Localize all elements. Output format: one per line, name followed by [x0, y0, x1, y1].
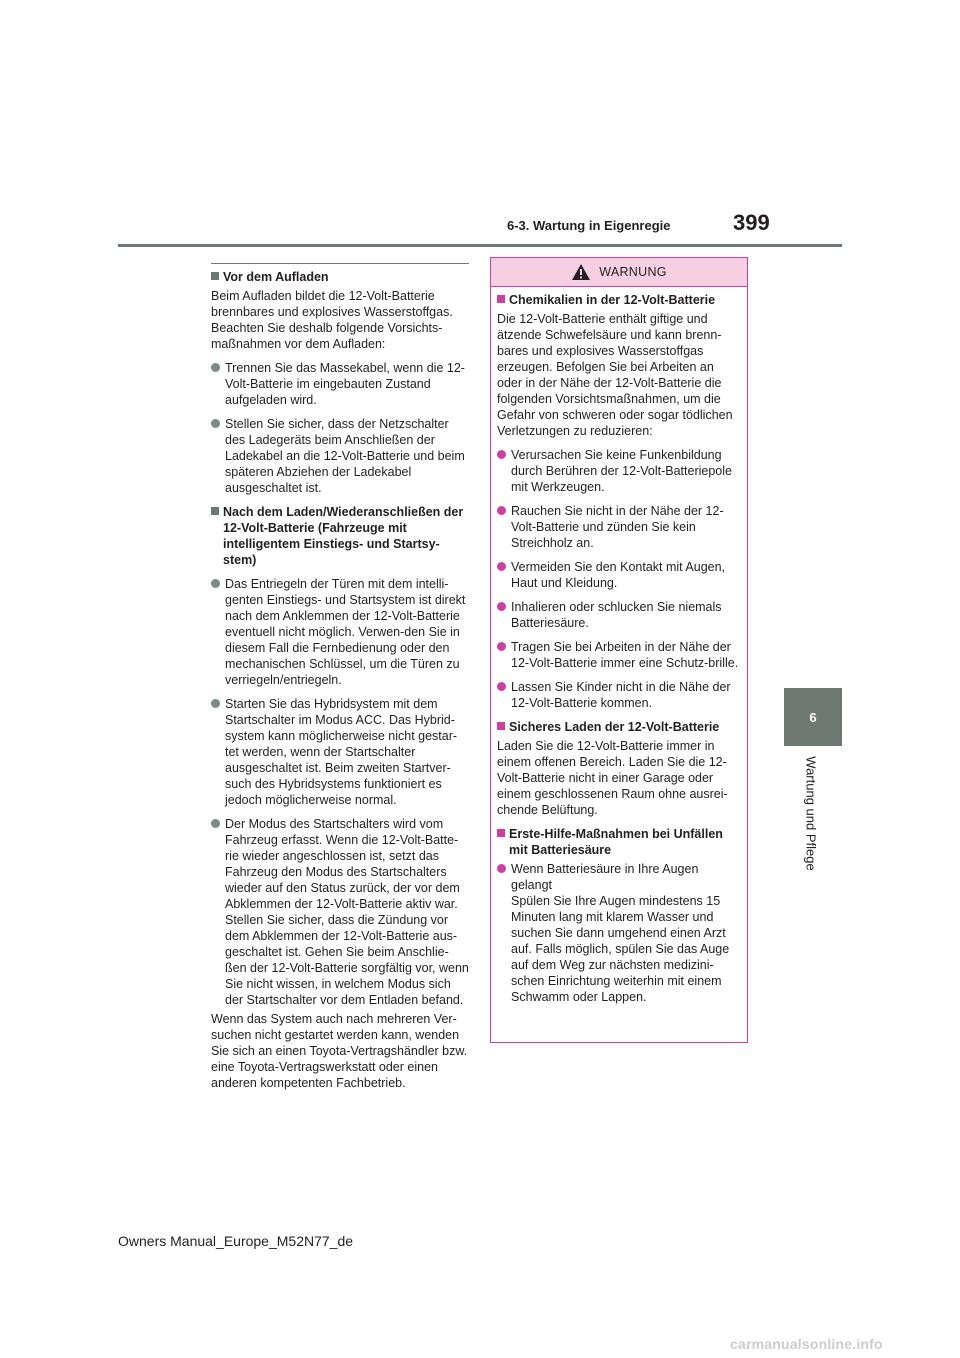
- warning-box: [490, 257, 748, 1043]
- paragraph: Die 12-Volt-Batterie enthält giftige und ätzende Schwefelsäure und kann brenn-bares und explosives Wasserstoffgas erzeugen. Befolgen Sie bei Arbeiten an oder in der Nähe der 12-Volt-Batterie die folgenden Vorsichtsmaßnahmen, um die Gefahr von schweren oder sogar tödlichen Verletzungen zu reduzieren:: [497, 312, 733, 438]
- warning-title-safe-charging: Sicheres Laden der 12-Volt-Batterie: [497, 719, 741, 735]
- bullet-item: Verursachen Sie keine Funkenbildung durch Berühren der 12-Volt-Batteriepole mit Werkzeugen.: [497, 447, 741, 495]
- warning-triangle-icon: [571, 263, 591, 281]
- bullet-item: [497, 861, 741, 1005]
- bullet-item: Stellen Sie sicher, dass der Netzschalter des Ladegeräts beim Anschließen der Ladekabel an die 12-Volt-Batterie und beim späteren Abziehen der Ladekabel ausgeschaltet ist.: [211, 416, 469, 496]
- page-number: 399: [733, 210, 770, 235]
- warning-label: WARNUNG: [599, 265, 667, 279]
- bullet-item: Vermeiden Sie den Kontakt mit Augen, Haut und Kleidung.: [497, 559, 741, 591]
- section-header: 6-3. Wartung in Eigenregie: [507, 218, 671, 233]
- warning-title-first-aid: Erste-Hilfe-Maßnahmen bei Unfällen mit Batteriesäure: [497, 826, 741, 858]
- left-column: [211, 263, 469, 1091]
- footer-text: Owners Manual_Europe_M52N77_de: [118, 1233, 354, 1249]
- section-rule: [211, 263, 469, 264]
- chapter-tab: [784, 688, 842, 746]
- bullet-item: Trennen Sie das Massekabel, wenn die 12-Volt-Batterie im eingebauten Zustand aufgeladen wird.: [211, 360, 469, 408]
- chapter-number: 6: [809, 709, 817, 725]
- bullet-item: Starten Sie das Hybridsystem mit dem Startschalter im Modus ACC. Das Hybrid-system kann möglicherweise nicht gestar-tet werden, wenn der Startschalter ausgeschaltet ist. Beim zweiten Startver-such des Hybridsystems funktioniert es jedoch möglicherweise normal.: [211, 696, 469, 808]
- chapter-title: Wartung und Pflege: [803, 755, 819, 871]
- paragraph: Laden Sie die 12-Volt-Batterie immer in einem offenen Bereich. Laden Sie die 12-Volt-Batterie nicht in einer Garage oder einem geschlossenen Raum ohne ausrei-chende Belüftung.: [497, 739, 728, 817]
- paragraph: Beim Aufladen bildet die 12-Volt-Batterie brennbares und explosives Wasserstoffgas. Beachten Sie deshalb folgende Vorsichts-maßnahmen vor dem Aufladen:: [211, 289, 453, 351]
- bullet-item: Das Entriegeln der Türen mit dem intelli-genten Einstiegs- und Startsystem ist direkt nach dem Anklemmen der 12-Volt-Batterie eventuell nicht möglich. Verwen-den Sie in diesem Fall die Fernbedienung oder den mechanischen Schlüssel, um die Türen zu verriegeln/entriegeln.: [211, 576, 469, 688]
- section-title-after-charging: Nach dem Laden/Wiederanschließen der 12-Volt-Batterie (Fahrzeuge mit intelligentem Einstiegs- und Startsy-stem): [211, 504, 469, 568]
- bullet-line: Spülen Sie Ihre Augen mindestens 15 Minuten lang mit klarem Wasser und suchen Sie dann umgehend einen Arzt auf. Falls möglich, spülen Sie das Auge auf dem Weg zur nächsten medizini-schen Einrichtung weiterhin mit einem Schwamm oder Lappen.: [511, 894, 730, 1004]
- watermark: carmanualsonline.info: [730, 1336, 883, 1352]
- bullet-item: Lassen Sie Kinder nicht in die Nähe der 12-Volt-Batterie kommen.: [497, 679, 741, 711]
- bullet-item: Der Modus des Startschalters wird vom Fahrzeug erfasst. Wenn die 12-Volt-Batte-rie wieder angeschlossen ist, setzt das Fahrzeug den Modus des Startschalters wieder auf den Status zurück, der vor dem Abklemmen der 12-Volt-Batterie aktiv war. Stellen Sie sicher, dass die Zündung vor dem Abklemmen der 12-Volt-Batterie aus-geschaltet ist. Gehen Sie beim Anschlie-ßen der 12-Volt-Batterie sorgfältig vor, wenn Sie nicht wissen, in welchem Modus sich der Startschalter vor dem Entladen befand.: [211, 816, 469, 1008]
- warning-title-chemicals: Chemikalien in der 12-Volt-Batterie: [497, 292, 741, 308]
- chapter-label: [751, 748, 871, 878]
- paragraph: Wenn das System auch nach mehreren Ver-suchen nicht gestartet werden kann, wenden Sie sich an einen Toyota-Vertragshändler bzw. eine Toyota-Vertragswerkstatt oder einen anderen kompetenten Fachbetrieb.: [211, 1012, 468, 1090]
- warning-body: [491, 287, 747, 1005]
- bullet-line: Wenn Batteriesäure in Ihre Augen gelangt: [511, 862, 699, 892]
- warning-header: [491, 258, 747, 287]
- bullet-item: Inhalieren oder schlucken Sie niemals Batteriesäure.: [497, 599, 741, 631]
- section-title-before-charging: Vor dem Aufladen: [211, 269, 469, 285]
- header-rule: [118, 244, 842, 247]
- bullet-item: Tragen Sie bei Arbeiten in der Nähe der 12-Volt-Batterie immer eine Schutz-brille.: [497, 639, 741, 671]
- bullet-item: Rauchen Sie nicht in der Nähe der 12-Volt-Batterie und zünden Sie kein Streichholz an.: [497, 503, 741, 551]
